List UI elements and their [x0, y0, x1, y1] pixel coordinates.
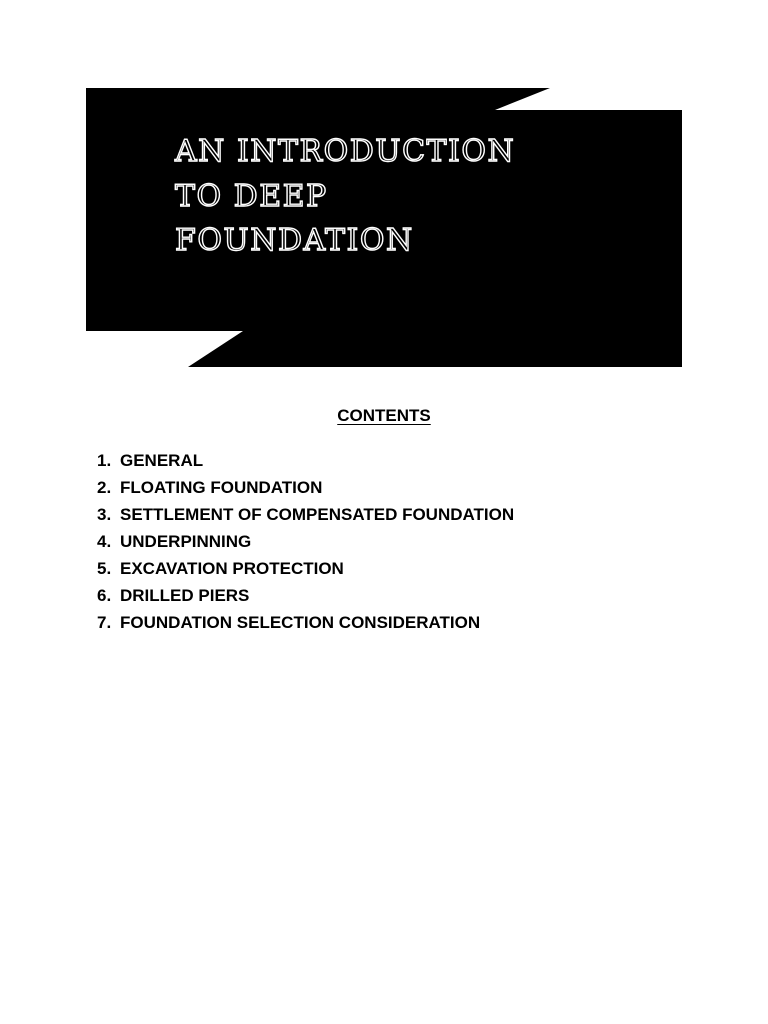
toc-item: [97, 447, 514, 474]
toc-item: [97, 555, 514, 582]
title-line-3: FOUNDATION: [175, 223, 414, 258]
toc-item-number: 4.: [97, 532, 112, 551]
toc-item-label: GENERAL: [120, 451, 204, 470]
contents-heading: [0, 406, 768, 426]
toc-item: [97, 609, 514, 636]
banner-shape: [0, 0, 768, 400]
toc-item: [97, 582, 514, 609]
title-line-2: TO DEEP: [175, 179, 328, 214]
table-of-contents: [97, 447, 514, 636]
contents-heading-text: CONTENTS: [337, 406, 431, 425]
toc-item: [97, 474, 514, 501]
toc-item-number: 6.: [97, 586, 112, 605]
toc-item-label: FLOATING FOUNDATION: [120, 478, 323, 497]
toc-item: [97, 501, 514, 528]
title-banner: [0, 0, 768, 400]
toc-item-label: UNDERPINNING: [120, 532, 252, 551]
toc-item-label: SETTLEMENT OF COMPENSATED FOUNDATION: [120, 505, 515, 524]
toc-item-number: 1.: [97, 451, 112, 470]
toc-item-number: 3.: [97, 505, 112, 524]
toc-item-number: 2.: [97, 478, 112, 497]
toc-item-number: 7.: [97, 613, 112, 632]
toc-item-label: FOUNDATION SELECTION CONSIDERATION: [120, 613, 481, 632]
toc-item-label: EXCAVATION PROTECTION: [120, 559, 344, 578]
toc-item-number: 5.: [97, 559, 112, 578]
toc-item-label: DRILLED PIERS: [120, 586, 250, 605]
title-line-1: AN INTRODUCTION: [175, 134, 516, 169]
toc-item: [97, 528, 514, 555]
